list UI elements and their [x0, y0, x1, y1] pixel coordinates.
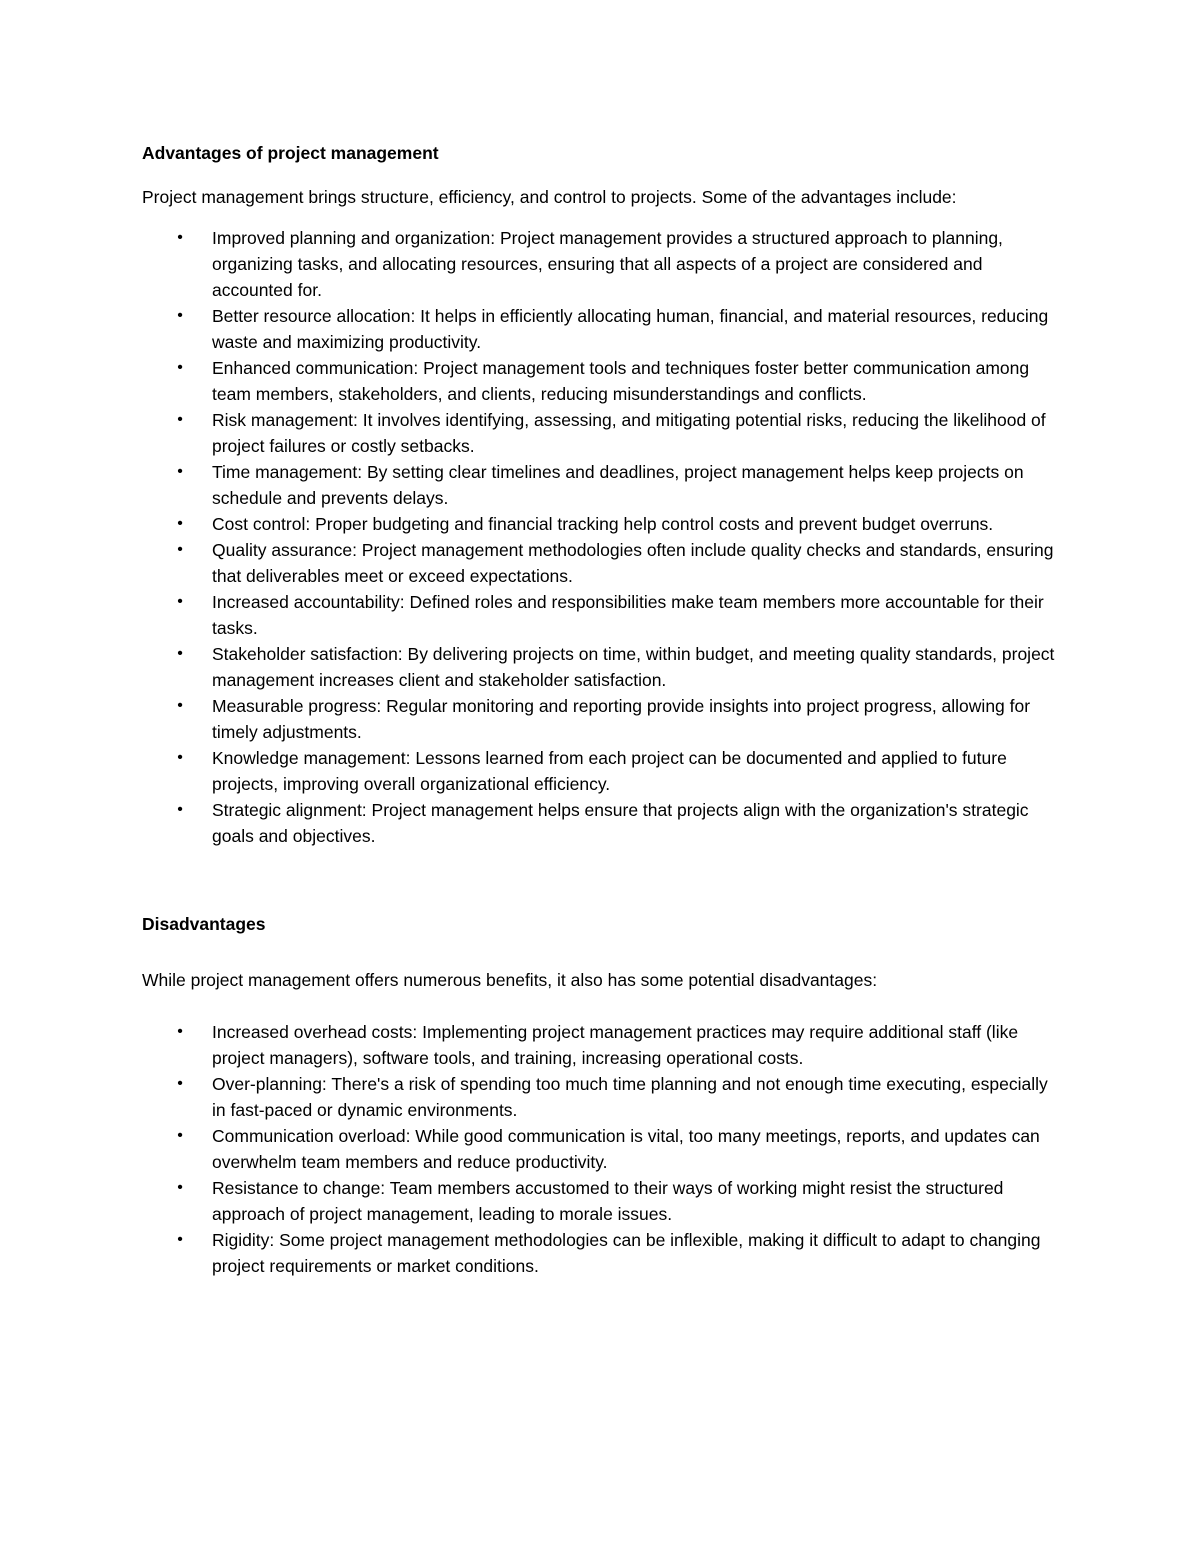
list-item	[142, 303, 1062, 355]
advantages-intro: Project management brings structure, efficiency, and control to projects. Some of the advantages include:	[142, 187, 957, 207]
list-item-text: Resistance to change: Team members accustomed to their ways of working might resist the structured approach of project management, leading to morale issues.	[212, 1178, 1004, 1224]
bullet-icon: •	[177, 359, 183, 376]
list-item-text: Stakeholder satisfaction: By delivering projects on time, within budget, and meeting quality standards, project management increases client and stakeholder satisfaction.	[212, 644, 1055, 690]
bullet-icon: •	[177, 1127, 183, 1144]
bullet-icon: •	[177, 697, 183, 714]
bullet-icon: •	[177, 1023, 183, 1040]
list-item-text: Risk management: It involves identifying, assessing, and mitigating potential risks, reducing the likelihood of project failures or costly setbacks.	[212, 410, 1046, 456]
list-item	[142, 589, 1062, 641]
list-item	[142, 511, 1062, 537]
bullet-icon: •	[177, 1075, 183, 1092]
bullet-icon: •	[177, 1179, 183, 1196]
list-item	[142, 407, 1062, 459]
list-item-text: Increased overhead costs: Implementing project management practices may require additional staff (like project managers), software tools, and training, increasing operational costs.	[212, 1022, 1019, 1068]
list-item	[142, 1175, 1062, 1227]
list-item-text: Time management: By setting clear timelines and deadlines, project management helps keep projects on schedule and prevents delays.	[212, 462, 1024, 508]
list-item	[142, 459, 1062, 511]
list-item-text: Over-planning: There's a risk of spending too much time planning and not enough time executing, especially in fast-paced or dynamic environments.	[212, 1074, 1048, 1120]
list-item-text: Communication overload: While good communication is vital, too many meetings, reports, and updates can overwhelm team members and reduce productivity.	[212, 1126, 1040, 1172]
list-item	[142, 1071, 1062, 1123]
list-item	[142, 1123, 1062, 1175]
list-item	[142, 537, 1062, 589]
list-item-text: Knowledge management: Lessons learned from each project can be documented and applied to future projects, improving overall organizational efficiency.	[212, 748, 1007, 794]
list-item	[142, 641, 1062, 693]
bullet-icon: •	[177, 801, 183, 818]
disadvantages-intro: While project management offers numerous benefits, it also has some potential disadvantages:	[142, 970, 878, 990]
bullet-icon: •	[177, 307, 183, 324]
document-page	[142, 140, 1062, 1279]
list-item-text: Measurable progress: Regular monitoring and reporting provide insights into project progress, allowing for timely adjustments.	[212, 696, 1031, 742]
list-item	[142, 797, 1062, 849]
list-item	[142, 745, 1062, 797]
bullet-icon: •	[177, 411, 183, 428]
list-item	[142, 693, 1062, 745]
advantages-heading: Advantages of project management	[142, 143, 439, 163]
bullet-icon: •	[177, 463, 183, 480]
list-item-text: Improved planning and organization: Project management provides a structured approach to planning, organizing tasks, and allocating resources, ensuring that all aspects of a project are considered and accounted for.	[212, 228, 1003, 300]
bullet-icon: •	[177, 1231, 183, 1248]
list-item-text: Rigidity: Some project management methodologies can be inflexible, making it difficult to adapt to changing project requirements or market conditions.	[212, 1230, 1041, 1276]
list-item	[142, 1019, 1062, 1071]
disadvantages-section	[142, 911, 1062, 1279]
list-item-text: Better resource allocation: It helps in efficiently allocating human, financial, and material resources, reducing waste and maximizing productivity.	[212, 306, 1049, 352]
bullet-icon: •	[177, 593, 183, 610]
list-item	[142, 355, 1062, 407]
bullet-icon: •	[177, 749, 183, 766]
list-item	[142, 225, 1062, 303]
disadvantages-list	[142, 1019, 1062, 1279]
list-item-text: Quality assurance: Project management methodologies often include quality checks and standards, ensuring that deliverables meet or exceed expectations.	[212, 540, 1054, 586]
bullet-icon: •	[177, 229, 183, 246]
list-item	[142, 1227, 1062, 1279]
bullet-icon: •	[177, 515, 183, 532]
advantages-section	[142, 140, 1062, 849]
list-item-text: Enhanced communication: Project management tools and techniques foster better communication among team members, stakeholders, and clients, reducing misunderstandings and conflicts.	[212, 358, 1030, 404]
disadvantages-heading: Disadvantages	[142, 914, 266, 934]
list-item-text: Cost control: Proper budgeting and financial tracking help control costs and prevent budget overruns.	[212, 514, 994, 534]
list-item-text: Increased accountability: Defined roles and responsibilities make team members more accountable for their tasks.	[212, 592, 1044, 638]
list-item-text: Strategic alignment: Project management helps ensure that projects align with the organization's strategic goals and objectives.	[212, 800, 1029, 846]
bullet-icon: •	[177, 541, 183, 558]
advantages-list	[142, 225, 1062, 849]
bullet-icon: •	[177, 645, 183, 662]
